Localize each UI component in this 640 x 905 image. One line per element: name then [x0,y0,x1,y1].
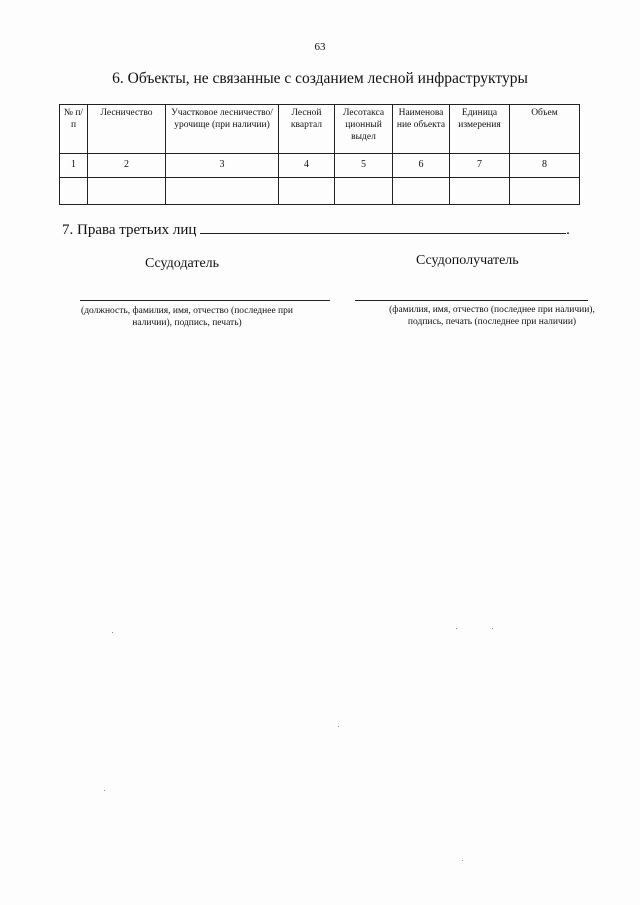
table-cell [166,178,279,205]
scan-speck [338,726,339,727]
table-cell [393,178,450,205]
column-number-cell: 4 [279,154,335,178]
column-number-cell: 7 [450,154,510,178]
lender-title: Ссудодатель [145,256,220,271]
section-6-title: 6. Объекты, не связанные с созданием лесной инфраструктуры [112,70,528,87]
header-unit: Единица измерения [450,105,510,154]
column-number-cell: 3 [166,154,279,178]
scan-speck [462,860,463,861]
header-volume: Объем [510,105,580,154]
objects-table [59,104,580,205]
borrower-signature-line [355,300,588,301]
borrower-title: Ссудополучатель [416,253,519,268]
header-taxation-unit: Лесотакса ционный выдел [335,105,393,154]
table-row [60,154,580,178]
column-number-cell: 8 [510,154,580,178]
scan-speck [492,628,493,629]
header-forest-quarter: Лесной квартал [279,105,335,154]
header-district-forestry: Участковое лесничество/урочище (при наличии) [166,105,279,154]
table-cell [279,178,335,205]
third-party-rights-fill-line [200,221,566,234]
table-cell [510,178,580,205]
third-party-rights-terminator: . [566,222,570,238]
table-cell [450,178,510,205]
header-object-name: Наименова ние объекта [393,105,450,154]
third-party-rights [62,221,570,239]
column-number-cell: 5 [335,154,393,178]
column-number-cell: 1 [60,154,88,178]
table-row [60,178,580,205]
column-number-cell: 6 [393,154,450,178]
scan-speck [104,790,105,791]
table-header-row [60,105,580,154]
table-cell [60,178,88,205]
scan-speck [112,632,113,633]
table-cell [335,178,393,205]
page-number: 63 [314,41,326,53]
lender-signature-caption: (должность, фамилия, имя, отчество (последнее при наличии), подпись, печать) [81,306,293,329]
header-forestry: Лесничество [88,105,166,154]
header-number: № п/п [60,105,88,154]
scan-speck [456,628,457,629]
column-number-cell: 2 [88,154,166,178]
table-cell [88,178,166,205]
lender-signature-line [80,300,330,301]
third-party-rights-label: 7. Права третьих лиц [62,222,197,238]
borrower-signature-caption: (фамилия, имя, отчество (последнее при наличии), подпись, печать (последнее при наличии) [389,305,595,328]
